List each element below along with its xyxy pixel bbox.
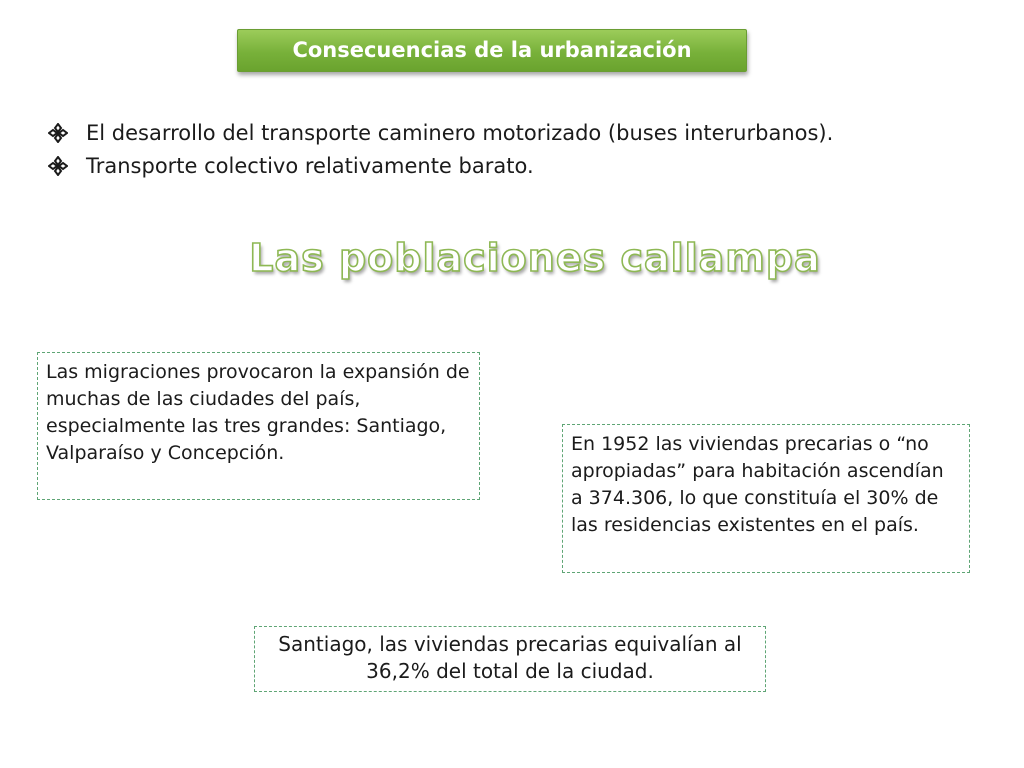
diamond-petals-icon <box>48 123 68 143</box>
bullet-item <box>48 116 1018 149</box>
note-box-migrations <box>37 352 480 500</box>
note-box-santiago <box>254 626 766 692</box>
note-text: Santiago, las viviendas precarias equivalían al 36,2% del total de la ciudad. <box>278 632 742 683</box>
section-heading: Las poblaciones callampa <box>249 236 821 280</box>
diamond-petals-icon <box>48 156 68 176</box>
bullet-list <box>48 116 1018 182</box>
bullet-text: Transporte colectivo relativamente barato. <box>86 153 534 178</box>
bullet-item <box>48 149 1018 182</box>
bullet-text: El desarrollo del transporte caminero motorizado (buses interurbanos). <box>86 120 834 145</box>
note-text: Las migraciones provocaron la expansión de muchas de las ciudades del país, especialmente las tres grandes: Santiago, Valparaíso y Concepción. <box>46 361 470 464</box>
slide-title-box <box>237 29 747 72</box>
note-box-housing-1952 <box>562 424 970 573</box>
note-text: En 1952 las viviendas precarias o “no apropiadas” para habitación ascendían a 374.306, lo que constituía el 30% de las residencias existentes en el país. <box>571 433 944 536</box>
slide-title-text: Consecuencias de la urbanización <box>292 38 692 62</box>
